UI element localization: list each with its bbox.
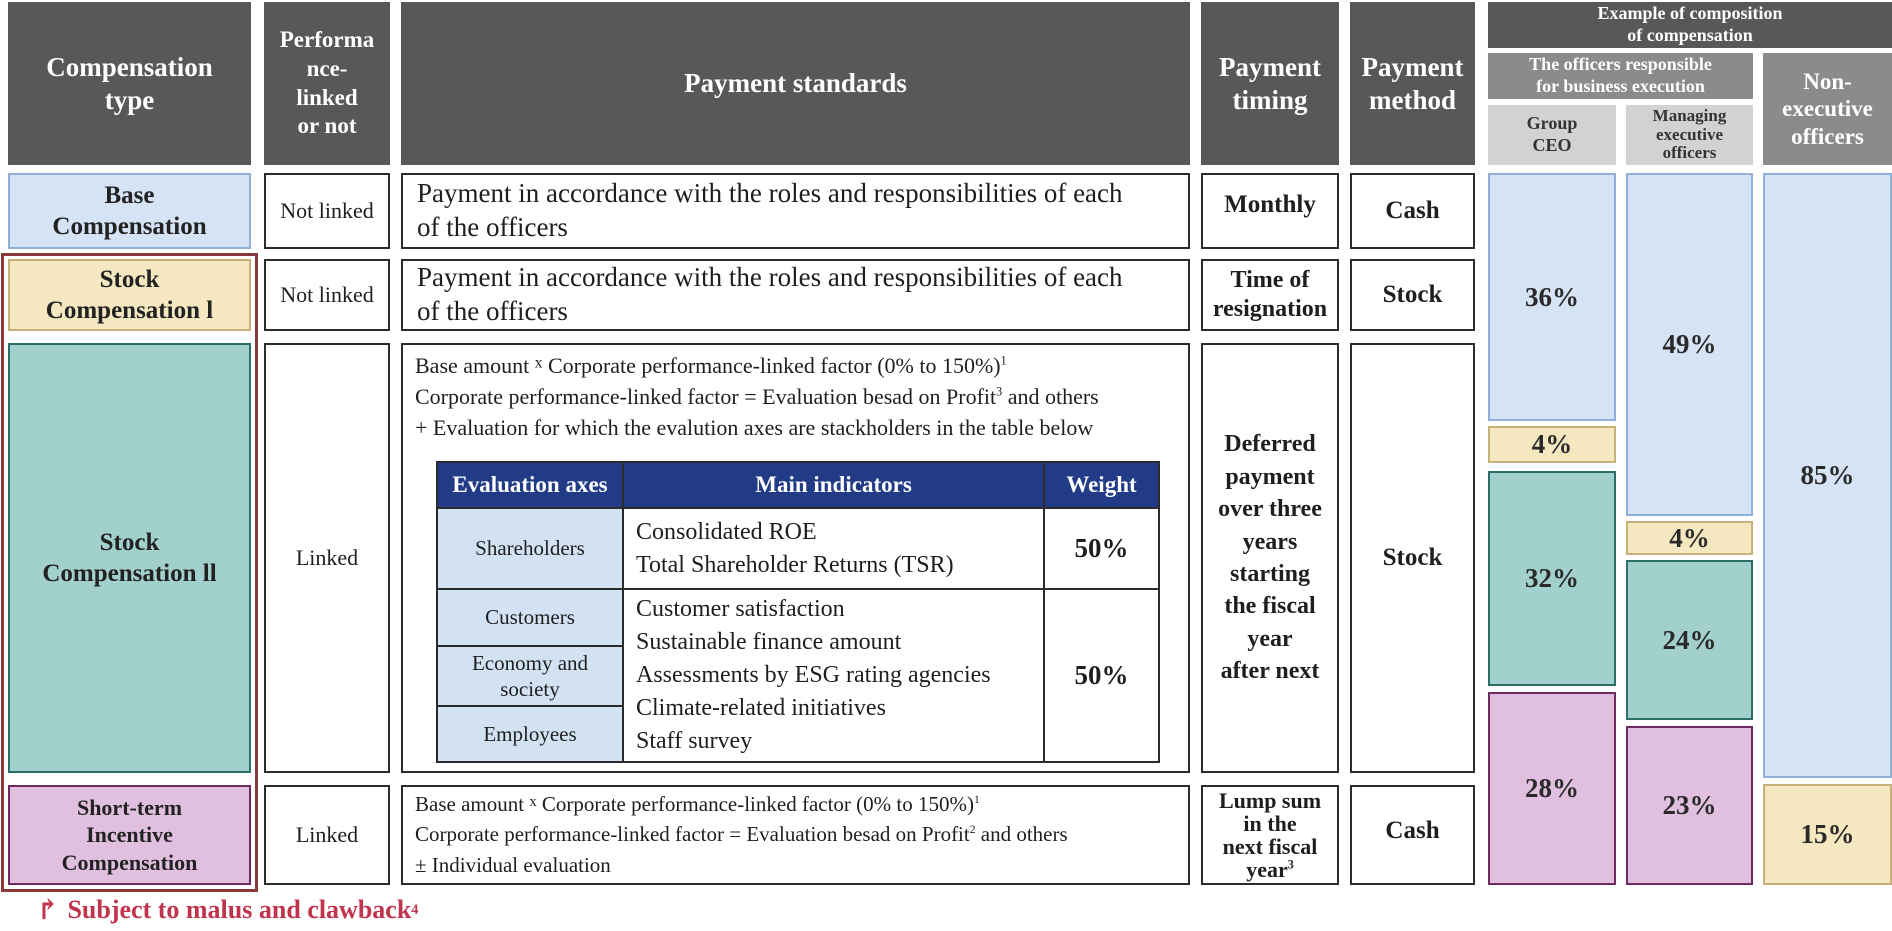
- nonexec-base-bar: [1763, 173, 1892, 778]
- header-performance-linked: Performa nce- linked or not: [264, 2, 390, 165]
- ceo-base-bar: [1488, 173, 1616, 421]
- standard-stock-2-line2: Corporate performance-linked factor = Evaluation besad on Profit$^3$ and others: [415, 383, 1099, 409]
- linked-base: [264, 173, 390, 249]
- linked-base-text: Not linked: [280, 198, 374, 223]
- managing-stock-2-value: 24%: [1662, 624, 1717, 655]
- ceo-stock-1-value: 4%: [1531, 429, 1573, 459]
- timing-base-text: Monthly: [1224, 191, 1316, 218]
- header-officers-business-execution: The officers responsible for business execution: [1488, 53, 1753, 99]
- ceo-stock-2-value: 32%: [1525, 563, 1579, 593]
- eval-axis-economy-society: Economy and society: [438, 647, 622, 705]
- managing-short-term-value: 23%: [1662, 790, 1717, 820]
- managing-stock-1-value: 4%: [1669, 522, 1710, 553]
- malus-clawback-note: ↱ Subject to malus and clawback 4: [36, 895, 419, 926]
- linked-short-term-text: Linked: [295, 822, 359, 847]
- method-base-text: Cash: [1385, 197, 1440, 224]
- timing-stock-1-text: Time of resignation: [1212, 267, 1328, 322]
- eval-weight-stakeholders: 50%: [1074, 660, 1129, 690]
- timing-stock-2-text: Deferred payment over three years starting the fiscal year after next: [1218, 431, 1322, 685]
- managing-base-value: 49%: [1662, 329, 1717, 359]
- eval-divider: [438, 705, 622, 707]
- eval-header-weight: Weight: [1045, 463, 1158, 507]
- method-short-term-text: Cash: [1385, 817, 1440, 844]
- header-example-composition: Example of composition of compensation: [1488, 2, 1892, 48]
- indicator-sustainable-finance: Sustainable finance amount: [636, 628, 902, 655]
- ceo-short-term-value: 28%: [1525, 773, 1579, 803]
- type-base-compensation: Base Compensation: [8, 173, 251, 249]
- eval-divider: [438, 645, 622, 647]
- indicator-climate-initiatives: Climate-related initiatives: [636, 695, 886, 722]
- linked-stock-1-text: Not linked: [280, 282, 374, 307]
- type-stock-compensation-2: Stock Compensation ll: [8, 343, 251, 773]
- indicator-customer-satisfaction: Customer satisfaction: [636, 595, 845, 622]
- standard-stock-2-line1: Base amount $^x$ Corporate performance-linked factor (0% to 150%)$^1$: [415, 353, 1007, 378]
- indicator-staff-survey: Staff survey: [636, 728, 753, 755]
- linked-stock-2: [264, 343, 390, 773]
- eval-divider: [438, 588, 1158, 590]
- header-payment-method: Payment method: [1350, 2, 1475, 165]
- type-stock-compensation-1: Stock Compensation l: [8, 259, 251, 331]
- eval-axis-customers: Customers: [438, 590, 622, 645]
- header-payment-standards: Payment standards: [401, 2, 1190, 165]
- method-stock-1: [1350, 259, 1475, 331]
- eval-header-indicators: Main indicators: [624, 463, 1043, 507]
- standard-stock-1: [401, 259, 1190, 331]
- standard-short-term: [401, 785, 1190, 885]
- ceo-short-term-bar: [1488, 692, 1616, 885]
- standard-short-term-line1: Base amount $^x$ Corporate performance-linked factor (0% to 150%)$^1$: [415, 792, 980, 816]
- ceo-stock-2-bar: [1488, 471, 1616, 686]
- managing-base-bar: [1626, 173, 1753, 516]
- type-short-term-incentive: Short-term Incentive Compensation: [8, 785, 251, 885]
- standard-stock-1-text: Payment in accordance with the roles and responsibilities of each of the officers: [417, 262, 1123, 326]
- standard-base-text: Payment in accordance with the roles and responsibilities of each of the officers: [417, 178, 1123, 242]
- indicator-consolidated-roe: Consolidated ROE: [636, 519, 817, 546]
- corner-arrow-icon: ↱: [36, 895, 60, 926]
- ceo-base-value: 36%: [1525, 281, 1579, 312]
- indicator-tsr: Total Shareholder Returns (TSR): [636, 551, 954, 578]
- header-managing-executive-officers: Managing executive officers: [1626, 105, 1753, 165]
- eval-axis-employees: Employees: [438, 707, 622, 761]
- ceo-stock-1-bar: [1488, 426, 1616, 463]
- managing-short-term-bar: [1626, 726, 1753, 885]
- timing-stock-1: [1201, 259, 1339, 331]
- method-short-term: [1350, 785, 1475, 885]
- eval-header-axes: Evaluation axes: [438, 463, 622, 507]
- eval-indicators-shareholders: [624, 509, 1044, 588]
- indicator-esg-assessments: Assessments by ESG rating agencies: [636, 661, 991, 688]
- eval-divider: [438, 507, 1158, 509]
- header-payment-timing: Payment timing: [1201, 2, 1339, 165]
- standard-short-term-line3: ± Individual evaluation: [415, 852, 611, 877]
- nonexec-stock-1-value: 15%: [1800, 819, 1855, 849]
- header-group-ceo: Group CEO: [1488, 105, 1616, 165]
- standard-short-term-line2: Corporate performance-linked factor = Evaluation besad on Profit$^2$ and others: [415, 822, 1068, 847]
- method-stock-1-text: Stock: [1382, 281, 1443, 308]
- timing-stock-2: [1201, 343, 1339, 773]
- method-stock-2: [1350, 343, 1475, 773]
- eval-weight-shareholders: 50%: [1074, 533, 1129, 563]
- eval-axis-shareholders: Shareholders: [438, 509, 622, 588]
- linked-stock-2-text: Linked: [295, 545, 359, 570]
- nonexec-base-value: 85%: [1800, 460, 1855, 490]
- managing-stock-2-bar: [1626, 560, 1753, 720]
- malus-clawback-bracket: [1, 253, 258, 892]
- method-base: [1350, 173, 1475, 249]
- standard-base: [401, 173, 1190, 249]
- header-compensation-type: Compensation type: [8, 2, 251, 165]
- timing-short-term-text: Lump sum in the next fiscal year$^3$: [1218, 787, 1322, 883]
- managing-stock-1-bar: [1626, 521, 1753, 555]
- eval-indicators-stakeholders: [624, 590, 1044, 761]
- evaluation-table: [436, 461, 1160, 763]
- timing-base: [1201, 173, 1339, 249]
- header-non-executive-officers: Non- executive officers: [1763, 53, 1892, 165]
- malus-clawback-text: Subject to malus and clawback: [67, 895, 412, 924]
- timing-short-term: [1201, 785, 1339, 885]
- method-stock-2-text: Stock: [1382, 544, 1443, 571]
- nonexec-stock-1-bar: [1763, 784, 1892, 885]
- linked-short-term: [264, 785, 390, 885]
- linked-stock-1: [264, 259, 390, 331]
- standard-stock-2-line3: + Evaluation for which the evalution axes are stackholders in the table below: [415, 414, 1094, 440]
